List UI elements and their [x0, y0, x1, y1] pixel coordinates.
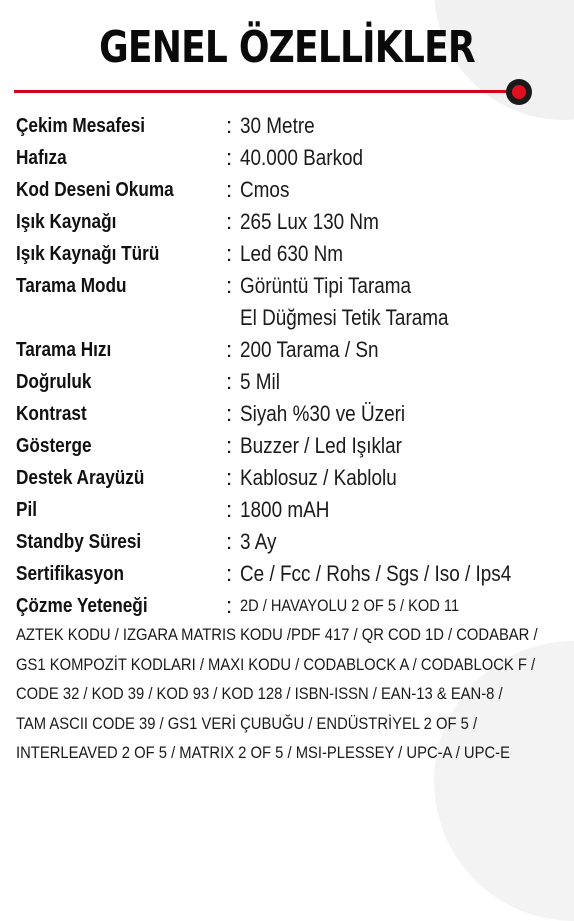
- spec-separator: :: [226, 273, 233, 298]
- spec-value-line: 3 Ay: [240, 529, 277, 554]
- spec-row: [16, 494, 566, 526]
- spec-value-line: 1800 mAH: [240, 497, 330, 522]
- spec-value: [240, 526, 566, 558]
- spec-separator: :: [226, 529, 233, 554]
- spec-value: [240, 494, 566, 526]
- spec-value-line: El Düğmesi Tetik Tarama: [240, 305, 449, 330]
- spec-value: [240, 110, 566, 142]
- spec-separator: :: [226, 433, 233, 458]
- decode-line: TAM ASCII CODE 39 / GS1 VERİ ÇUBUĞU / ENDÜSTRİYEL 2 OF 5 /: [16, 713, 478, 733]
- spec-label: Standby Süresi: [16, 531, 142, 553]
- spec-row: [16, 398, 566, 430]
- spec-row: [16, 430, 566, 462]
- spec-separator: :: [226, 561, 233, 586]
- title-underline: [14, 90, 520, 93]
- spec-separator: :: [226, 337, 233, 362]
- page-title: GENEL ÖZELLİKLER: [99, 22, 475, 73]
- spec-value: [240, 238, 566, 270]
- spec-separator: :: [226, 497, 233, 522]
- spec-value: [240, 142, 566, 174]
- spec-label: Tarama Modu: [16, 275, 127, 297]
- spec-row: [16, 366, 566, 398]
- spec-value-line: 265 Lux 130 Nm: [240, 209, 379, 234]
- spec-label: Gösterge: [16, 435, 92, 457]
- spec-value: [240, 430, 566, 462]
- spec-value-line: Buzzer / Led Işıklar: [240, 433, 402, 458]
- decode-line: AZTEK KODU / IZGARA MATRIS KODU /PDF 417 / QR COD 1D / CODABAR /: [16, 625, 538, 644]
- spec-separator: :: [226, 465, 233, 490]
- spec-separator: :: [226, 241, 233, 266]
- spec-separator: :: [226, 113, 233, 138]
- spec-separator: :: [226, 209, 233, 234]
- spec-row: [16, 334, 566, 366]
- spec-label: Işık Kaynağı: [16, 211, 117, 233]
- spec-value: [240, 398, 566, 430]
- spec-value: [240, 558, 566, 590]
- spec-label: Hafıza: [16, 147, 67, 169]
- spec-value: [240, 462, 566, 494]
- decode-capability-list: [16, 620, 568, 768]
- spec-value: [240, 590, 566, 622]
- spec-label: Kod Deseni Okuma: [16, 179, 174, 201]
- spec-value-line: 2D / HAVAYOLU 2 OF 5 / KOD 11: [240, 596, 460, 615]
- spec-row: [16, 174, 566, 206]
- spec-label: Kontrast: [16, 403, 87, 425]
- spec-value-line: 30 Metre: [240, 113, 315, 138]
- spec-value-line: 5 Mil: [240, 369, 280, 394]
- spec-value: [240, 270, 566, 334]
- spec-value-line: 200 Tarama / Sn: [240, 337, 379, 362]
- spec-row: [16, 142, 566, 174]
- decode-line: CODE 32 / KOD 39 / KOD 93 / KOD 128 / ISBN-ISSN / EAN-13 & EAN-8 /: [16, 684, 503, 703]
- spec-separator: :: [226, 369, 233, 394]
- spec-value-line: Görüntü Tipi Tarama: [240, 273, 412, 298]
- decode-line: GS1 KOMPOZİT KODLARI / MAXI KODU / CODABLOCK A / CODABLOCK F /: [16, 654, 536, 674]
- spec-row: [16, 206, 566, 238]
- spec-label: Çekim Mesafesi: [16, 115, 146, 137]
- spec-value-line: Ce / Fcc / Rohs / Sgs / Iso / Ips4: [240, 561, 512, 586]
- title-dot-icon: [506, 79, 532, 105]
- spec-separator: :: [226, 145, 233, 170]
- spec-separator: :: [226, 593, 233, 618]
- spec-row: [16, 110, 566, 142]
- spec-value: [240, 334, 566, 366]
- spec-label: Tarama Hızı: [16, 339, 112, 361]
- spec-value: [240, 206, 566, 238]
- spec-value-line: Siyah %30 ve Üzeri: [240, 401, 406, 426]
- spec-label: Çözme Yeteneği: [16, 595, 148, 617]
- spec-label: Destek Arayüzü: [16, 467, 145, 489]
- spec-label: Işık Kaynağı Türü: [16, 243, 160, 265]
- spec-row: [16, 270, 566, 334]
- spec-label: Sertifikasyon: [16, 563, 125, 585]
- spec-value: [240, 174, 566, 206]
- spec-row: [16, 526, 566, 558]
- spec-row: [16, 462, 566, 494]
- spec-label: Doğruluk: [16, 371, 92, 393]
- spec-row: [16, 238, 566, 270]
- spec-value-line: 40.000 Barkod: [240, 145, 364, 170]
- spec-separator: :: [226, 401, 233, 426]
- spec-separator: :: [226, 177, 233, 202]
- spec-label: Pil: [16, 499, 38, 521]
- spec-value-line: Led 630 Nm: [240, 241, 344, 266]
- spec-value-line: Cmos: [240, 177, 290, 202]
- spec-value: [240, 366, 566, 398]
- spec-value-line: Kablosuz / Kablolu: [240, 465, 397, 490]
- spec-list: [16, 110, 566, 622]
- spec-row: [16, 590, 566, 622]
- spec-row: [16, 558, 566, 590]
- decode-line: INTERLEAVED 2 OF 5 / MATRIX 2 OF 5 / MSI-PLESSEY / UPC-A / UPC-E: [16, 743, 510, 762]
